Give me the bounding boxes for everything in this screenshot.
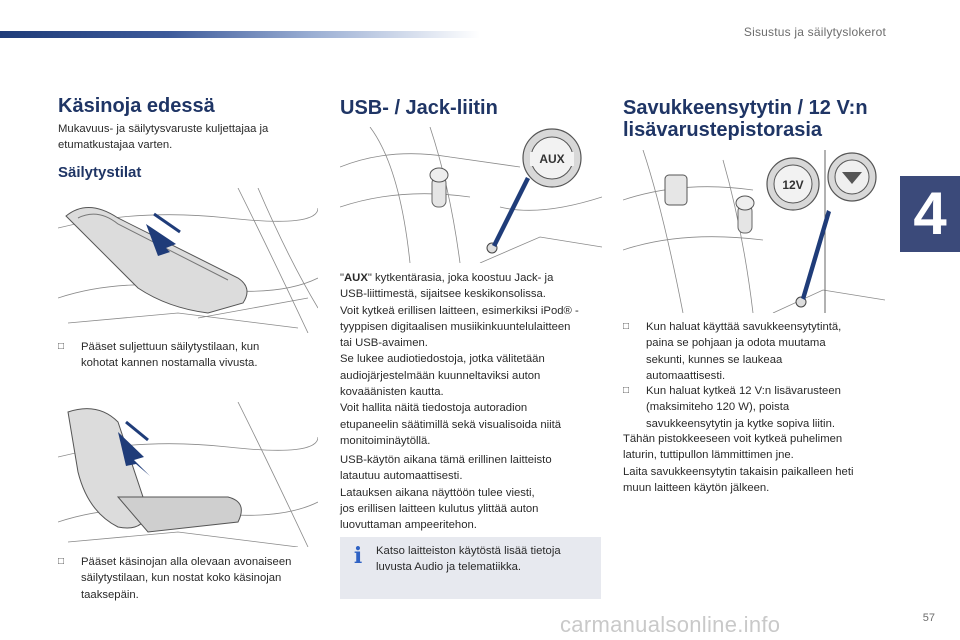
aux-badge: AUX xyxy=(539,152,565,166)
lighter-paragraph: Tähän pistokkeeseen voit kytkeä puhelimen laturin, tuttipullon lämmittimen jne. Laita savukkeensytytin takaisin paikalleen heti muun laitteen käytön jälkeen. xyxy=(623,433,854,494)
lighter-bullet-2: □ Kun haluat kytkeä 12 V:n lisävarusteen (maksimiteho 120 W), poista savukkeensytytin ja kytke sopiva liitin. xyxy=(623,385,841,430)
checkbox-bullet-icon: □ xyxy=(58,556,65,567)
storage-bullet-1: □ Pääset suljettuun säilytystilaan, kun kohotat kannen nostamalla vivusta. xyxy=(58,341,260,370)
lighter-title: Savukkeensytytin / 12 V:n lisävarustepistorasia xyxy=(623,97,868,141)
usb-jack-title: USB- / Jack-liitin xyxy=(340,97,498,119)
armrest-intro: Mukavuus- ja säilytysvaruste kuljettajaa ja etumatkustajaa varten. xyxy=(58,123,269,152)
page-number: 57 xyxy=(922,612,935,624)
armrest-open-image xyxy=(58,402,318,547)
info-text: Katso laitteiston käytöstä lisää tietoja luvusta Audio ja telematiikka. xyxy=(376,545,561,574)
watermark: carmanualsonline.info xyxy=(560,612,781,637)
usb-charging-text: USB-käytön aikana tämä erillinen laitteisto latautuu automaattisesti. Latauksen aikana näyttöön tulee viesti, jos erillisen laitteen kulutus ylittää auton luovuttaman ampeeritehon. xyxy=(340,454,552,532)
12v-badge: 12V xyxy=(782,178,804,192)
checkbox-bullet-icon: □ xyxy=(58,341,65,352)
armrest-closed-image xyxy=(58,188,318,333)
header-gradient-bar xyxy=(0,31,480,38)
usb-description: "AUX" kytkentärasia, joka koostuu Jack- ja USB-liittimestä, sijaitsee keskikonsolissa. Voit kytkeä erillisen laitteen, esimerkiksi iPod® - tyyppisen digitaalisen musiikinkuuntelulaitteen tai USB-avaimen. Se lukee audiotiedostoja, jotka välitetään audiojärjestelmään kuunneltaviksi auton kovaäänisten kautta. Voit hallita näitä tiedostoja autoradion etupaneelin säätimillä sekä visualisoida niitä monitoiminäytöllä. xyxy=(340,272,579,447)
section-title: Sisustus ja säilytyslokerot xyxy=(743,25,886,39)
info-box xyxy=(340,537,601,599)
lighter-bullet-1: □ Kun haluat käyttää savukkeensytytintä, paina se pohjaan ja odota muutama sekunti, kunnes se laukeaa automaattisesti. xyxy=(623,321,842,382)
chapter-number: 4 xyxy=(900,176,960,252)
checkbox-bullet-icon: □ xyxy=(623,321,630,332)
checkbox-bullet-icon: □ xyxy=(623,385,630,396)
storage-bullet-2: □ Pääset käsinojan alla olevaan avonaiseen säilytystilaan, kun nostat koko käsinojan taaksepäin. xyxy=(58,556,292,601)
usb-aux-image xyxy=(340,127,602,263)
lighter-12v-image xyxy=(623,150,885,313)
storage-subtitle: Säilytystilat xyxy=(58,164,142,181)
info-icon: i xyxy=(353,543,363,569)
armrest-title: Käsinoja edessä xyxy=(58,95,215,117)
